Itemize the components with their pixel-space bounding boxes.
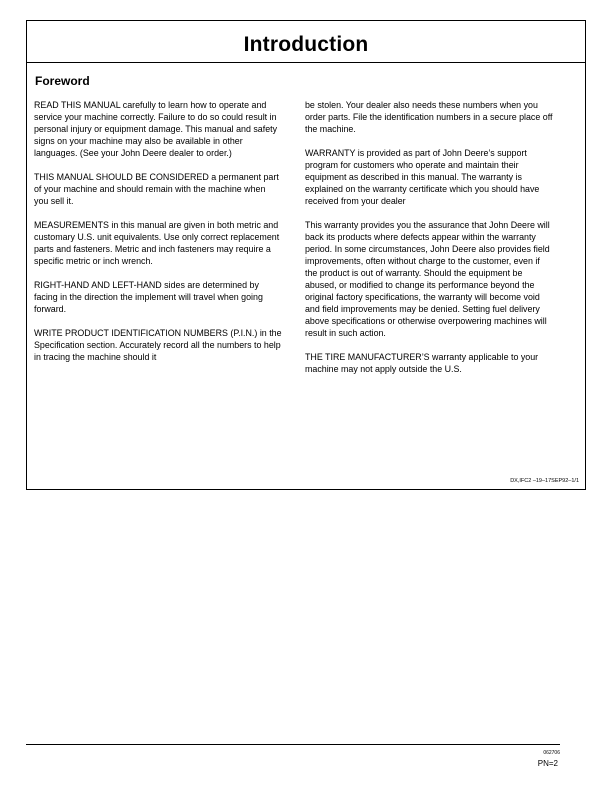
footer-divider xyxy=(26,744,560,745)
paragraph-sides: RIGHT-HAND AND LEFT-HAND sides are determined by facing in the direction the implement will travel when going forward. xyxy=(34,280,263,314)
footer-code: 062706 xyxy=(543,750,560,756)
paragraph-warranty: WARRANTY is provided as part of John Deere’s support program for customers who operate and maintain their equipment as described in this manual. The warranty is explained on the warranty certificate which you should have received from your dealer xyxy=(305,148,540,206)
paragraph-manual-permanent: THIS MANUAL SHOULD BE CONSIDERED a permanent part of your machine and should remain with the machine when you sell it. xyxy=(34,172,279,206)
paragraph-stolen: be stolen. Your dealer also needs these numbers when you order parts. File the identification numbers in a secure place off the machine. xyxy=(305,100,553,134)
paragraph-warranty-assurance: This warranty provides you the assurance that John Deere will back its products where defects appear within the warranty period. In some circumstances, John Deere also provides field improvements, often without charge to the customer, even if the product is out of warranty. Should the equipment be abused, or modified to change its performance beyond the original factory specifications, the warranty will become void and field improvements may be denied. Setting fuel delivery above specifications or otherwise overpowering machines will result in such action. xyxy=(305,220,550,338)
section-title: Foreword xyxy=(35,74,90,88)
page-title: Introduction xyxy=(243,33,369,56)
paragraph-measurements: MEASUREMENTS in this manual are given in both metric and customary U.S. unit equivalents. Use only correct replacement parts and fasteners. Metric and inch fasteners may require a specific metric or inch wrench. xyxy=(34,220,280,266)
reference-code: DX,IFC2 –19–17SEP92–1/1 xyxy=(510,478,579,484)
paragraph-pin: WRITE PRODUCT IDENTIFICATION NUMBERS (P.I.N.) in the Specification section. Accurately record all the numbers to help in tracing the machine should it xyxy=(34,328,282,362)
foreword-box xyxy=(26,62,586,490)
paragraph-tire-warranty: THE TIRE MANUFACTURER’S warranty applicable to your machine may not apply outside the U.S. xyxy=(305,352,539,374)
page-number: PN=2 xyxy=(537,759,558,768)
paragraph-read-manual: READ THIS MANUAL carefully to learn how to operate and service your machine correctly. Failure to do so could result in personal injury or equipment damage. This manual and safety signs on your machine may also be available in other languages. (See your John Deere dealer to order.) xyxy=(34,100,278,158)
title-box xyxy=(26,20,586,62)
right-column xyxy=(305,99,553,387)
left-column xyxy=(34,99,282,375)
